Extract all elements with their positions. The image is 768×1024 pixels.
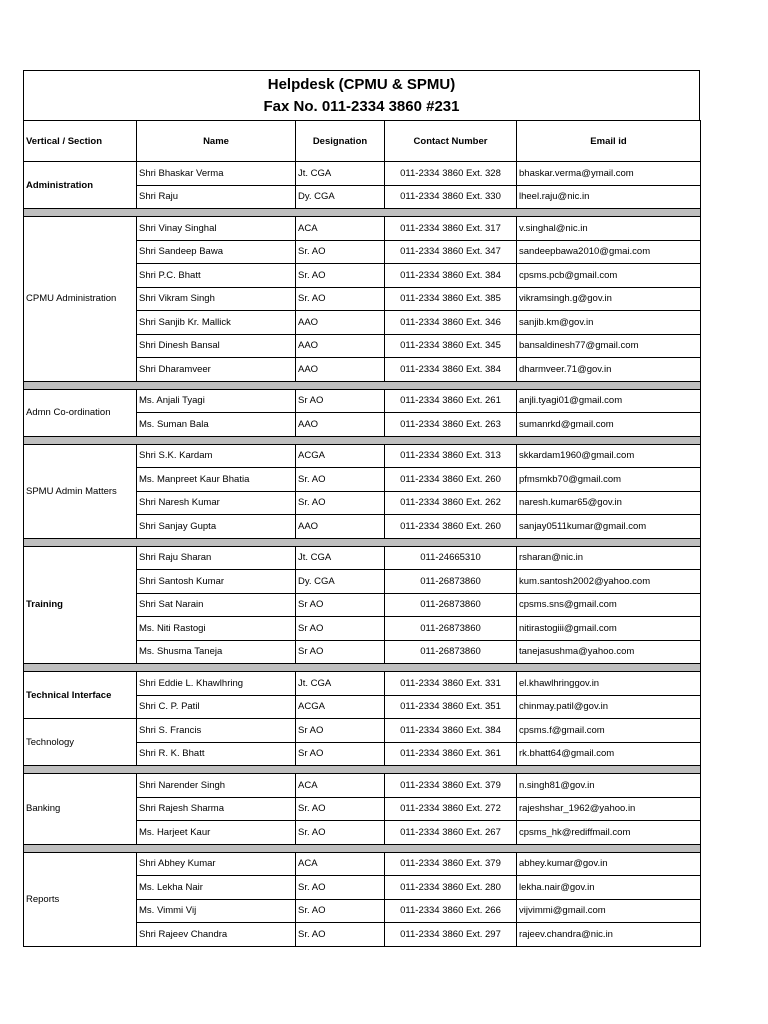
email-cell: cpsms_hk@rediffmail.com — [517, 821, 701, 845]
designation-cell: AAO — [296, 413, 385, 437]
email-cell: skkardam1960@gmail.com — [517, 444, 701, 468]
name-cell: Ms. Shusma Taneja — [137, 640, 296, 664]
header-row — [24, 121, 701, 162]
designation-cell: Sr AO — [296, 742, 385, 766]
email-cell: lheel.raju@nic.in — [517, 185, 701, 209]
designation-cell: Jt. CGA — [296, 162, 385, 186]
name-cell: Shri Narender Singh — [137, 774, 296, 798]
contact-cell: 011-2334 3860 Ext. 272 — [385, 797, 517, 821]
designation-cell: ACA — [296, 852, 385, 876]
email-cell: v.singhal@nic.in — [517, 217, 701, 241]
table-row — [24, 719, 701, 743]
designation-cell: Jt. CGA — [296, 546, 385, 570]
contact-cell: 011-2334 3860 Ext. 313 — [385, 444, 517, 468]
name-cell: Shri Dinesh Bansal — [137, 334, 296, 358]
contact-cell: 011-2334 3860 Ext. 346 — [385, 311, 517, 335]
separator-row — [24, 436, 701, 444]
title-line-2: Fax No. 011-2334 3860 #231 — [263, 98, 460, 115]
email-cell: anjli.tyagi01@gmail.com — [517, 389, 701, 413]
contact-cell: 011-26873860 — [385, 617, 517, 641]
designation-cell: Sr. AO — [296, 899, 385, 923]
title-line-1: Helpdesk (CPMU & SPMU) — [267, 76, 456, 93]
email-cell: bansaldinesh77@gmail.com — [517, 334, 701, 358]
section-cell: Training — [24, 546, 137, 664]
email-cell: abhey.kumar@gov.in — [517, 852, 701, 876]
contact-cell: 011-26873860 — [385, 570, 517, 594]
contact-cell: 011-2334 3860 Ext. 347 — [385, 240, 517, 264]
contact-cell: 011-2334 3860 Ext. 261 — [385, 389, 517, 413]
designation-cell: Sr AO — [296, 617, 385, 641]
contact-cell: 011-2334 3860 Ext. 384 — [385, 719, 517, 743]
section-cell: Technology — [24, 719, 137, 766]
email-cell: chinmay.patil@gov.in — [517, 695, 701, 719]
table-row — [24, 444, 701, 468]
name-cell: Shri Vinay Singhal — [137, 217, 296, 241]
contact-cell: 011-26873860 — [385, 593, 517, 617]
email-cell: rsharan@nic.in — [517, 546, 701, 570]
contact-cell: 011-2334 3860 Ext. 317 — [385, 217, 517, 241]
name-cell: Shri Sanjib Kr. Mallick — [137, 311, 296, 335]
contact-cell: 011-2334 3860 Ext. 345 — [385, 334, 517, 358]
contact-cell: 011-2334 3860 Ext. 328 — [385, 162, 517, 186]
email-cell: nitirastogiii@gmail.com — [517, 617, 701, 641]
name-cell: Shri S.K. Kardam — [137, 444, 296, 468]
separator-cell — [24, 664, 701, 672]
contact-cell: 011-2334 3860 Ext. 379 — [385, 852, 517, 876]
designation-cell: Sr AO — [296, 640, 385, 664]
name-cell: Shri Raju Sharan — [137, 546, 296, 570]
header-email: Email id — [517, 121, 701, 162]
email-cell: sandeepbawa2010@gmai.com — [517, 240, 701, 264]
email-cell: kum.santosh2002@yahoo.com — [517, 570, 701, 594]
separator-row — [24, 381, 701, 389]
table-row — [24, 852, 701, 876]
contact-cell: 011-2334 3860 Ext. 361 — [385, 742, 517, 766]
contact-cell: 011-2334 3860 Ext. 384 — [385, 264, 517, 288]
separator-row — [24, 538, 701, 546]
designation-cell: Sr AO — [296, 719, 385, 743]
designation-cell: ACGA — [296, 695, 385, 719]
separator-cell — [24, 766, 701, 774]
name-cell: Ms. Lekha Nair — [137, 876, 296, 900]
designation-cell: Sr. AO — [296, 821, 385, 845]
separator-cell — [24, 844, 701, 852]
contact-cell: 011-2334 3860 Ext. 351 — [385, 695, 517, 719]
contact-cell: 011-2334 3860 Ext. 262 — [385, 491, 517, 515]
table-body — [24, 162, 701, 947]
designation-cell: ACA — [296, 217, 385, 241]
contact-cell: 011-24665310 — [385, 546, 517, 570]
contact-table — [23, 120, 701, 947]
designation-cell: Dy. CGA — [296, 185, 385, 209]
contact-cell: 011-2334 3860 Ext. 331 — [385, 672, 517, 696]
contact-cell: 011-2334 3860 Ext. 266 — [385, 899, 517, 923]
designation-cell: AAO — [296, 334, 385, 358]
name-cell: Shri Santosh Kumar — [137, 570, 296, 594]
email-cell: cpsms.f@gmail.com — [517, 719, 701, 743]
name-cell: Shri P.C. Bhatt — [137, 264, 296, 288]
designation-cell: Sr. AO — [296, 923, 385, 947]
email-cell: n.singh81@gov.in — [517, 774, 701, 798]
name-cell: Shri Raju — [137, 185, 296, 209]
separator-row — [24, 664, 701, 672]
email-cell: rajeshshar_1962@yahoo.in — [517, 797, 701, 821]
name-cell: Shri Dharamveer — [137, 358, 296, 382]
contact-cell: 011-2334 3860 Ext. 260 — [385, 468, 517, 492]
designation-cell: ACA — [296, 774, 385, 798]
separator-cell — [24, 538, 701, 546]
designation-cell: Sr AO — [296, 593, 385, 617]
header-section: Vertical / Section — [24, 121, 137, 162]
section-cell: Banking — [24, 774, 137, 845]
name-cell: Shri Naresh Kumar — [137, 491, 296, 515]
name-cell: Shri Bhaskar Verma — [137, 162, 296, 186]
email-cell: pfmsmkb70@gmail.com — [517, 468, 701, 492]
name-cell: Shri Rajeev Chandra — [137, 923, 296, 947]
header-designation: Designation — [296, 121, 385, 162]
email-cell: lekha.nair@gov.in — [517, 876, 701, 900]
name-cell: Shri C. P. Patil — [137, 695, 296, 719]
section-cell: Reports — [24, 852, 137, 946]
name-cell: Shri Rajesh Sharma — [137, 797, 296, 821]
contact-cell: 011-2334 3860 Ext. 385 — [385, 287, 517, 311]
email-cell: cpsms.pcb@gmail.com — [517, 264, 701, 288]
header-contact: Contact Number — [385, 121, 517, 162]
email-cell: el.khawlhringgov.in — [517, 672, 701, 696]
email-cell: sumanrkd@gmail.com — [517, 413, 701, 437]
table-row — [24, 672, 701, 696]
section-cell: Admn Co-ordination — [24, 389, 137, 436]
email-cell: naresh.kumar65@gov.in — [517, 491, 701, 515]
separator-row — [24, 844, 701, 852]
table-row — [24, 546, 701, 570]
email-cell: vijvimmi@gmail.com — [517, 899, 701, 923]
name-cell: Ms. Vimmi Vij — [137, 899, 296, 923]
email-cell: rajeev.chandra@nic.in — [517, 923, 701, 947]
email-cell: sanjay0511kumar@gmail.com — [517, 515, 701, 539]
contact-cell: 011-2334 3860 Ext. 267 — [385, 821, 517, 845]
table-row — [24, 389, 701, 413]
name-cell: Shri Eddie L. Khawlhring — [137, 672, 296, 696]
separator-row — [24, 766, 701, 774]
designation-cell: ACGA — [296, 444, 385, 468]
name-cell: Shri Sat Narain — [137, 593, 296, 617]
section-cell: Administration — [24, 162, 137, 209]
designation-cell: Jt. CGA — [296, 672, 385, 696]
contact-cell: 011-2334 3860 Ext. 330 — [385, 185, 517, 209]
email-cell: cpsms.sns@gmail.com — [517, 593, 701, 617]
separator-cell — [24, 381, 701, 389]
contact-cell: 011-2334 3860 Ext. 379 — [385, 774, 517, 798]
separator-row — [24, 209, 701, 217]
name-cell: Shri Vikram Singh — [137, 287, 296, 311]
section-cell: Technical Interface — [24, 672, 137, 719]
contact-cell: 011-2334 3860 Ext. 260 — [385, 515, 517, 539]
name-cell: Shri R. K. Bhatt — [137, 742, 296, 766]
name-cell: Shri Sanjay Gupta — [137, 515, 296, 539]
name-cell: Shri Abhey Kumar — [137, 852, 296, 876]
designation-cell: Dy. CGA — [296, 570, 385, 594]
designation-cell: Sr. AO — [296, 287, 385, 311]
designation-cell: Sr. AO — [296, 240, 385, 264]
designation-cell: Sr. AO — [296, 797, 385, 821]
email-cell: rk.bhatt64@gmail.com — [517, 742, 701, 766]
name-cell: Shri S. Francis — [137, 719, 296, 743]
table-row — [24, 217, 701, 241]
contact-cell: 011-26873860 — [385, 640, 517, 664]
separator-cell — [24, 209, 701, 217]
email-cell: tanejasushma@yahoo.com — [517, 640, 701, 664]
email-cell: vikramsingh.g@gov.in — [517, 287, 701, 311]
header-name: Name — [137, 121, 296, 162]
designation-cell: Sr AO — [296, 389, 385, 413]
contact-cell: 011-2334 3860 Ext. 263 — [385, 413, 517, 437]
designation-cell: Sr. AO — [296, 491, 385, 515]
email-cell: bhaskar.verma@ymail.com — [517, 162, 701, 186]
contact-cell: 011-2334 3860 Ext. 297 — [385, 923, 517, 947]
table-row — [24, 774, 701, 798]
name-cell: Ms. Niti Rastogi — [137, 617, 296, 641]
name-cell: Ms. Manpreet Kaur Bhatia — [137, 468, 296, 492]
name-cell: Ms. Harjeet Kaur — [137, 821, 296, 845]
separator-cell — [24, 436, 701, 444]
name-cell: Shri Sandeep Bawa — [137, 240, 296, 264]
designation-cell: Sr. AO — [296, 876, 385, 900]
title-box — [23, 70, 700, 120]
designation-cell: Sr. AO — [296, 264, 385, 288]
email-cell: sanjib.km@gov.in — [517, 311, 701, 335]
designation-cell: AAO — [296, 358, 385, 382]
name-cell: Ms. Anjali Tyagi — [137, 389, 296, 413]
section-cell: CPMU Administration — [24, 217, 137, 382]
contact-cell: 011-2334 3860 Ext. 384 — [385, 358, 517, 382]
section-cell: SPMU Admin Matters — [24, 444, 137, 538]
name-cell: Ms. Suman Bala — [137, 413, 296, 437]
helpdesk-sheet — [23, 70, 700, 947]
designation-cell: AAO — [296, 311, 385, 335]
table-row — [24, 162, 701, 186]
designation-cell: AAO — [296, 515, 385, 539]
email-cell: dharmveer.71@gov.in — [517, 358, 701, 382]
contact-cell: 011-2334 3860 Ext. 280 — [385, 876, 517, 900]
designation-cell: Sr. AO — [296, 468, 385, 492]
